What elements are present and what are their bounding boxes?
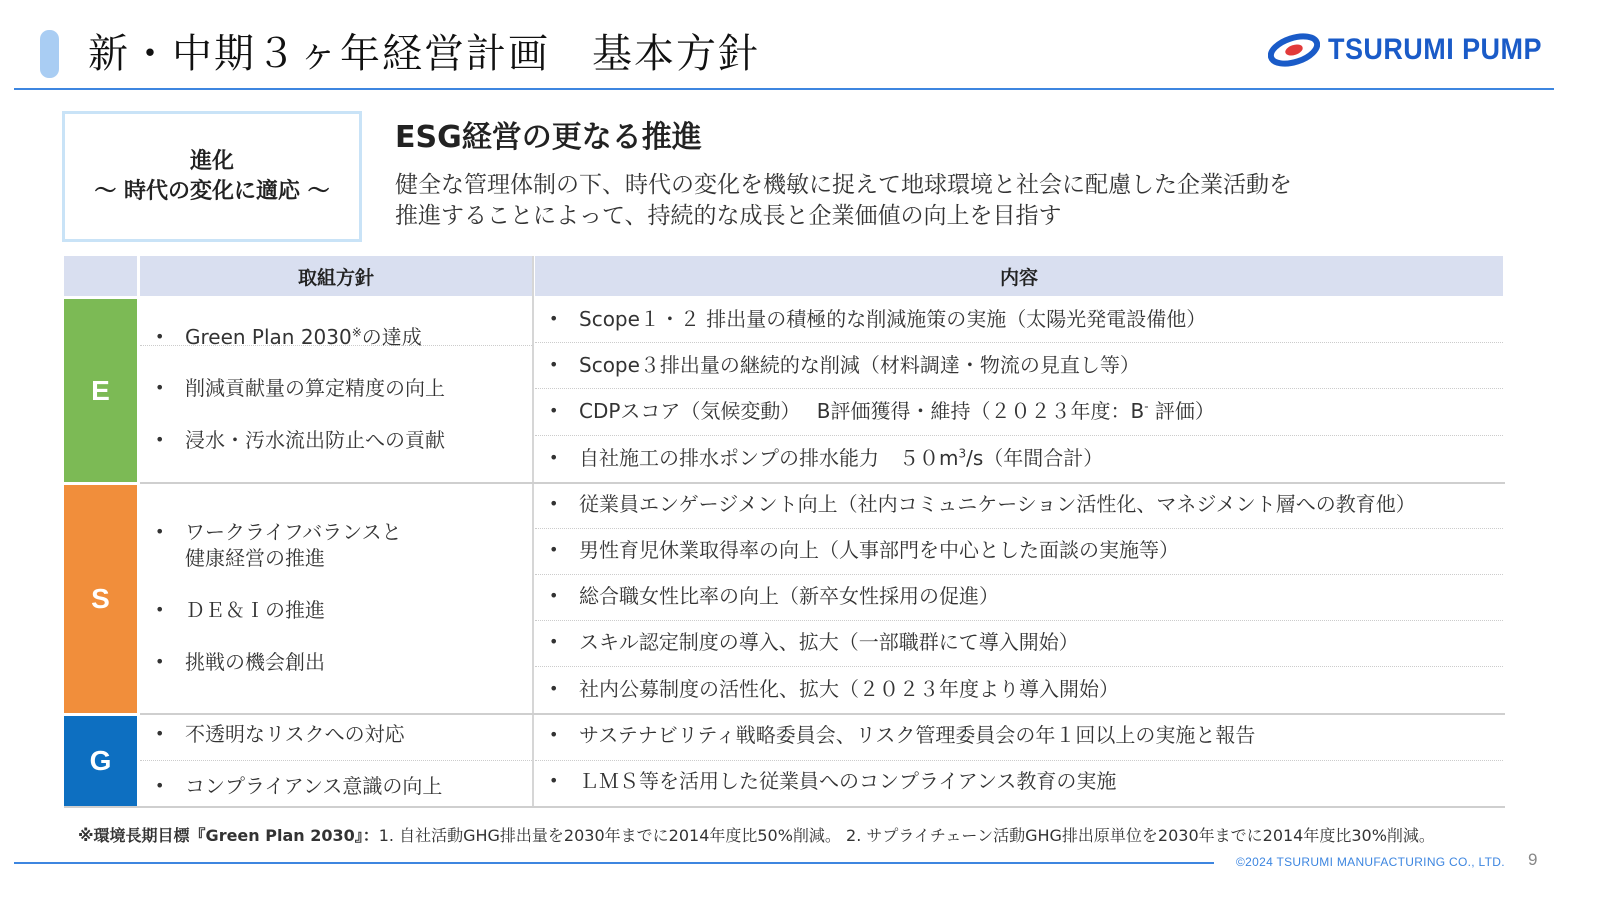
row-subdivider xyxy=(535,760,1503,761)
page-number: 9 xyxy=(1528,850,1538,869)
row-subdivider xyxy=(140,760,532,761)
theme-box xyxy=(62,111,362,242)
column-divider xyxy=(532,256,534,808)
logo-text: TSURUMI PUMP xyxy=(1328,33,1542,66)
row-subdivider xyxy=(535,388,1503,389)
header-rule xyxy=(14,88,1554,90)
category-g-cell: G xyxy=(64,716,137,806)
theme-line2: ～ 時代の変化に適応 ～ xyxy=(94,178,330,204)
esg-description xyxy=(395,170,1292,232)
table-header-blank xyxy=(64,256,137,296)
row-divider xyxy=(140,482,1505,484)
row-subdivider xyxy=(535,574,1503,575)
table-bottom-rule xyxy=(64,806,1505,808)
row-subdivider xyxy=(535,620,1503,621)
row-subdivider xyxy=(535,528,1503,529)
company-logo xyxy=(1268,30,1566,70)
footnote xyxy=(78,823,1435,846)
esg-desc-line1: 健全な管理体制の下、時代の変化を機敏に捉えて地球環境と社会に配慮した企業活動を xyxy=(395,172,1292,198)
logo-swirl-icon xyxy=(1268,33,1320,67)
esg-desc-line2: 推進することによって、持続的な成長と企業価値の向上を目指す xyxy=(395,203,1062,229)
table-header-policy: 取組方針 xyxy=(140,256,532,296)
table-header-content: 内容 xyxy=(535,256,1503,296)
row-subdivider xyxy=(535,342,1503,343)
row-divider xyxy=(140,713,1505,715)
category-e-cell: E xyxy=(64,299,137,482)
category-s-cell: S xyxy=(64,485,137,713)
footnote-text: 1. 自社活動GHG排出量を2030年までに2014年度比50%削減。 2. サプライチェーン活動GHG排出原単位を2030年までに2014年度比30%削減。 xyxy=(378,826,1435,845)
row-subdivider xyxy=(535,435,1503,436)
row-subdivider xyxy=(535,666,1503,667)
theme-line1: 進化 xyxy=(189,148,234,174)
title-accent-bar xyxy=(40,30,59,78)
footer-rule xyxy=(14,862,1214,864)
copyright: ©2024 TSURUMI MANUFACTURING CO., LTD. xyxy=(1236,855,1505,869)
footnote-label: ※環境長期目標『Green Plan 2030』： xyxy=(78,826,379,845)
page-title: 新・中期３ヶ年経営計画 基本方針 xyxy=(88,31,760,77)
esg-heading: ESG経営の更なる推進 xyxy=(395,120,702,155)
